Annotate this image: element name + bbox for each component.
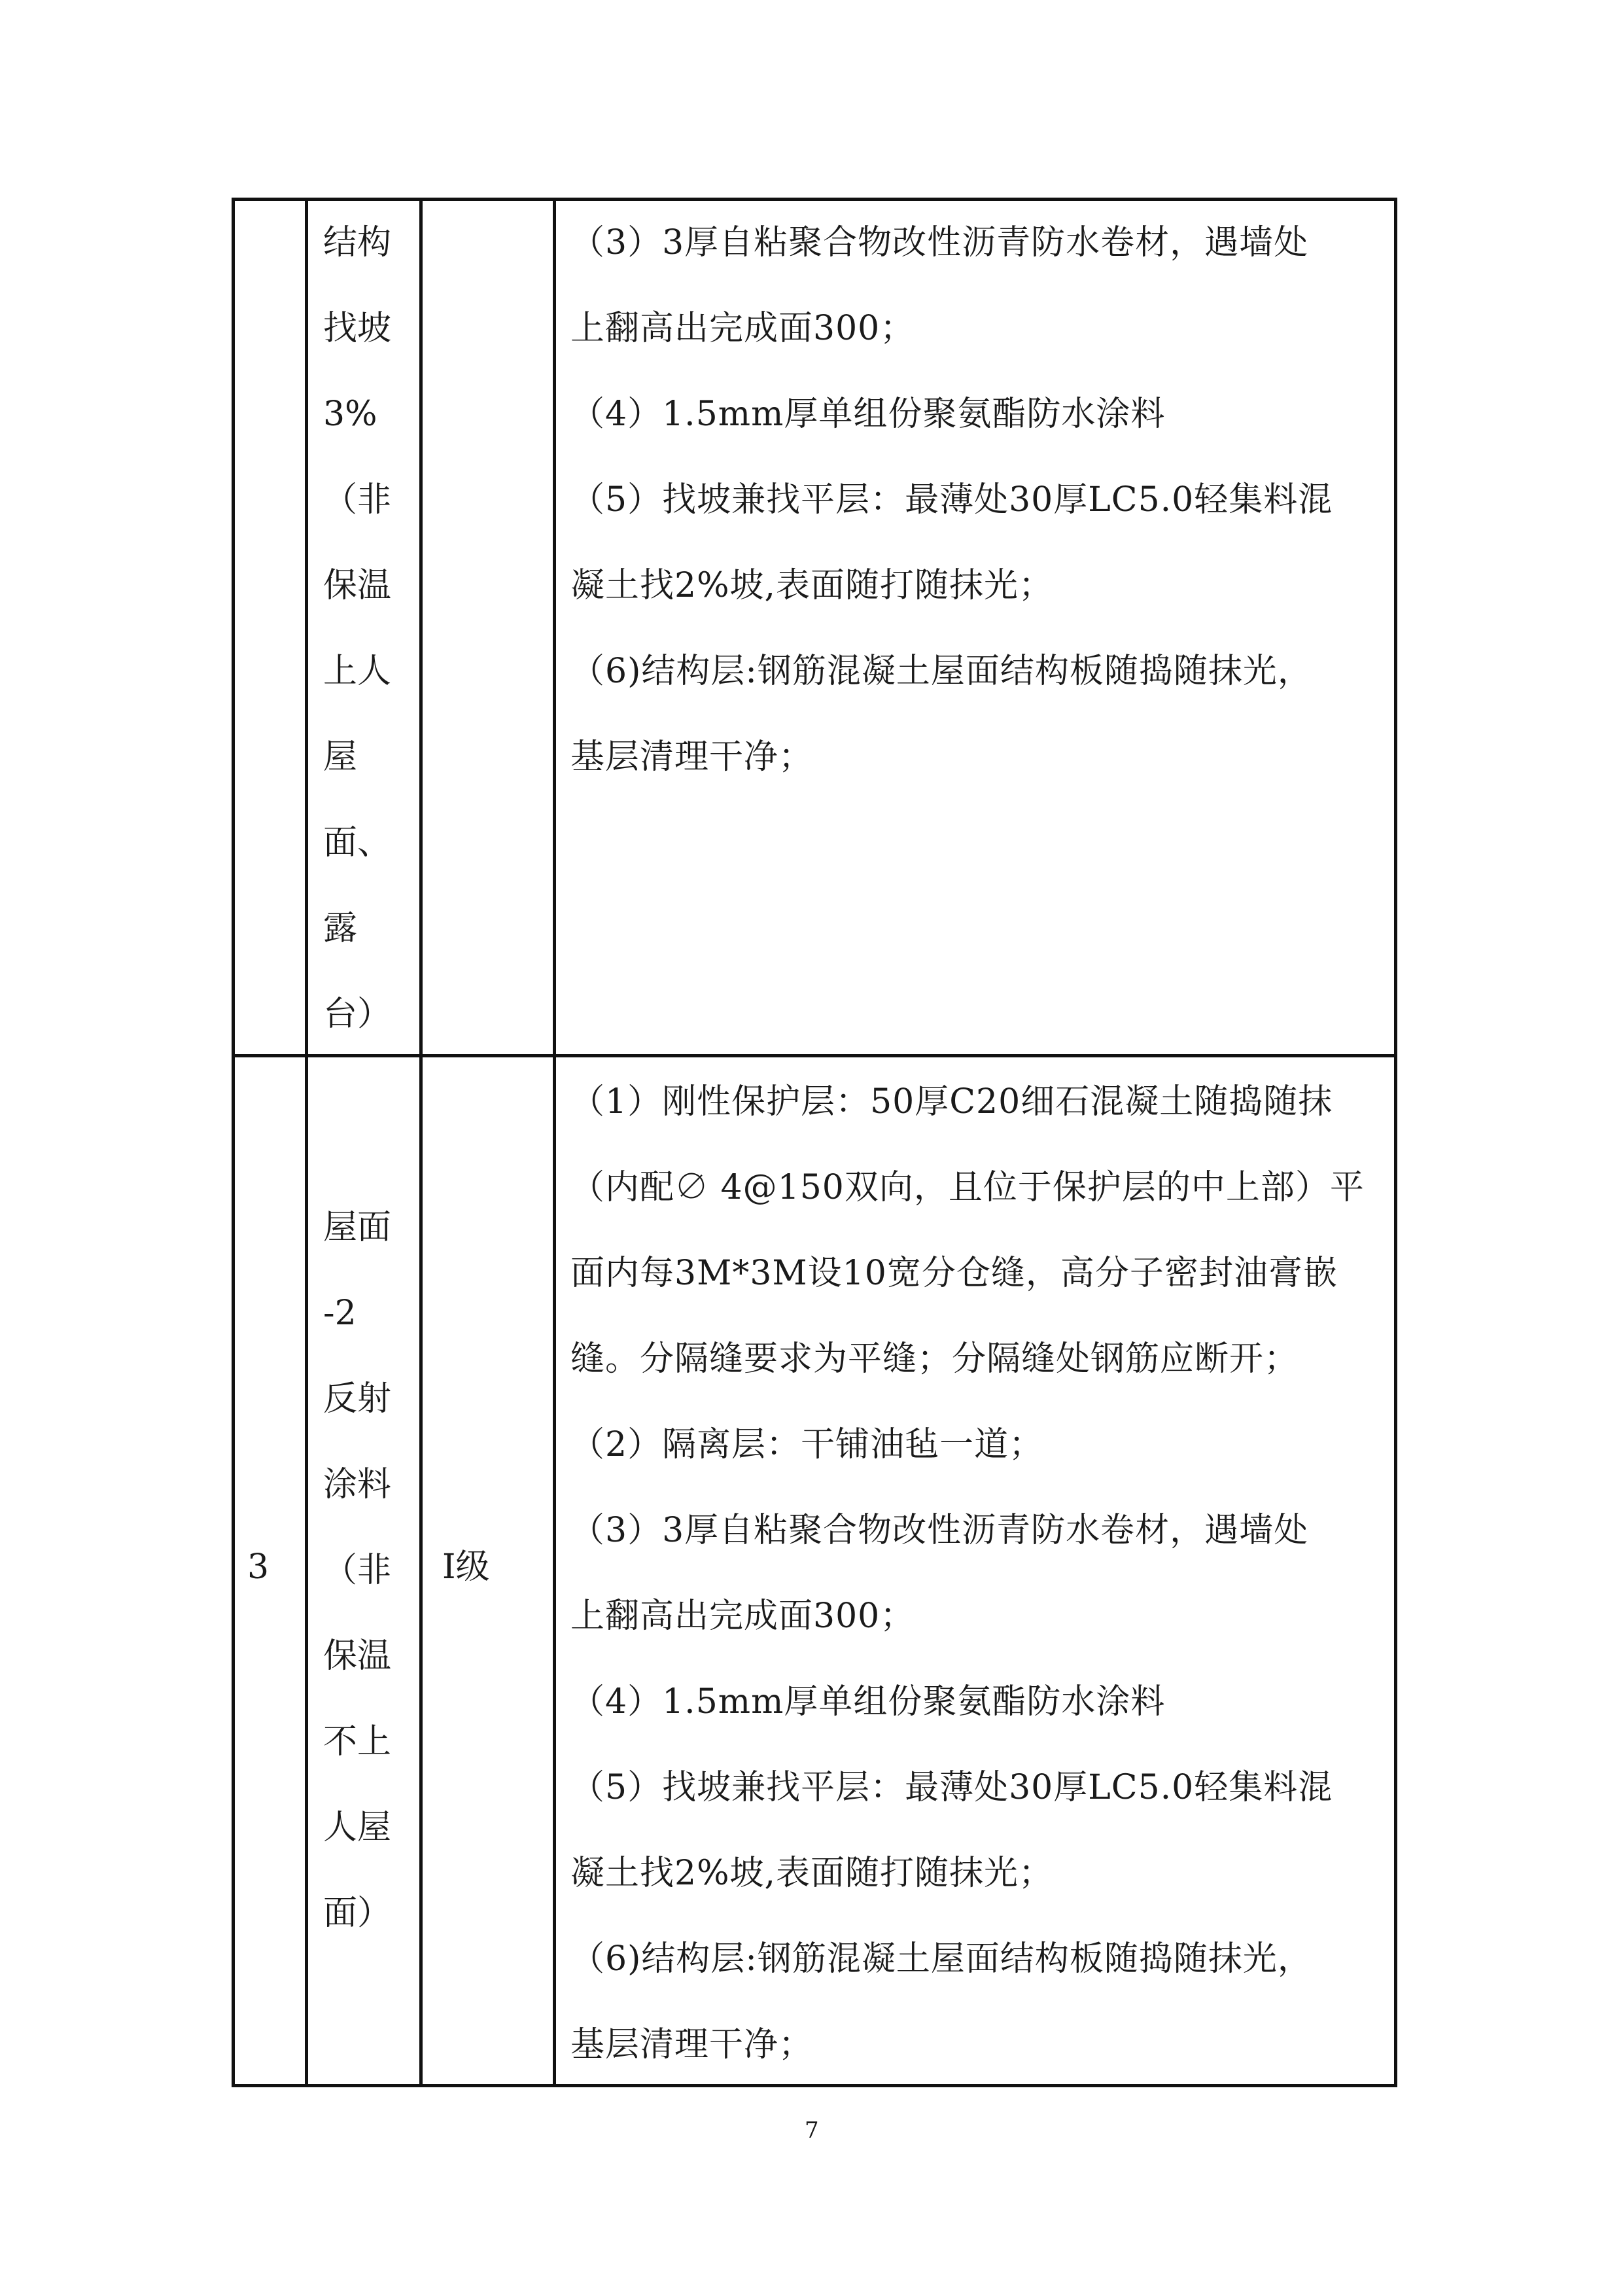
row1-content-cell [570, 200, 1388, 800]
content-line: （2）隔离层：干铺油毡一道； [570, 1425, 1044, 1464]
column-divider-3 [553, 198, 556, 2087]
name-line: 面、 [323, 823, 392, 862]
name-line: 反射 [323, 1379, 392, 1419]
column-divider-1 [305, 198, 308, 2087]
content-line: （3）3厚自粘聚合物改性沥青防水卷材，遇墙处 [570, 1511, 1309, 1550]
content-line: （1）刚性保护层：50厚C20细石混凝土随捣随抹 [570, 1082, 1333, 1122]
content-line: （3）3厚自粘聚合物改性沥青防水卷材，遇墙处 [570, 223, 1309, 262]
row2-content-cell [570, 1059, 1388, 2088]
row2-index-cell: 3 [247, 1547, 270, 1587]
row2-name-cell [323, 1185, 421, 1956]
content-line: （4）1.5mm厚单组份聚氨酯防水涂料 [570, 395, 1166, 434]
table-left-border [232, 198, 235, 2087]
name-line: 不上 [323, 1722, 392, 1761]
content-line: 基层清理干净； [570, 737, 814, 777]
name-line: 屋 [323, 737, 358, 777]
content-line: 上翻高出完成面300； [570, 1597, 915, 1636]
content-line: （内配∅ 4@150双向，且位于保护层的中上部）平 [570, 1168, 1365, 1207]
content-line: 基层清理干净； [570, 2025, 814, 2064]
name-line: 上人 [323, 652, 392, 691]
content-line: （6)结构层:钢筋混凝土屋面结构板随捣随抹光， [570, 1939, 1312, 1979]
content-line: （5）找坡兼找平层：最薄处30厚LC5.0轻集料混 [570, 480, 1333, 520]
content-line: （4）1.5mm厚单组份聚氨酯防水涂料 [570, 1682, 1166, 1722]
name-line: 露 [323, 909, 358, 948]
name-line: 保温 [323, 1636, 392, 1676]
name-line: 人屋 [323, 1808, 392, 1847]
name-line: 台） [323, 995, 392, 1034]
page-number: 7 [805, 2117, 819, 2144]
name-line: 保温 [323, 566, 392, 605]
name-line: 结构 [323, 223, 392, 262]
content-line: 凝土找2%坡,表面随打随抹光； [570, 1854, 1054, 1893]
name-line: 涂料 [323, 1465, 392, 1504]
name-line: 面） [323, 1894, 392, 1933]
content-line: （6)结构层:钢筋混凝土屋面结构板随捣随抹光， [570, 652, 1312, 691]
name-line: 找坡 [323, 309, 392, 348]
name-line: 屋面 [323, 1208, 392, 1247]
content-line: 面内每3M*3M设10宽分仓缝，高分子密封油膏嵌 [570, 1254, 1338, 1293]
row2-grade-cell: Ⅰ级 [442, 1547, 490, 1587]
row1-name-cell [323, 200, 421, 1057]
table-right-border [1394, 198, 1397, 2087]
name-line: -2 [323, 1294, 357, 1333]
content-line: 缝。分隔缝要求为平缝；分隔缝处钢筋应断开； [570, 1339, 1299, 1379]
name-line: （非 [323, 480, 392, 520]
content-line: （5）找坡兼找平层：最薄处30厚LC5.0轻集料混 [570, 1768, 1333, 1807]
content-line: 凝土找2%坡,表面随打随抹光； [570, 566, 1054, 605]
content-line: 上翻高出完成面300； [570, 309, 915, 348]
name-line: （非 [323, 1551, 392, 1590]
name-line: 3% [323, 395, 377, 434]
